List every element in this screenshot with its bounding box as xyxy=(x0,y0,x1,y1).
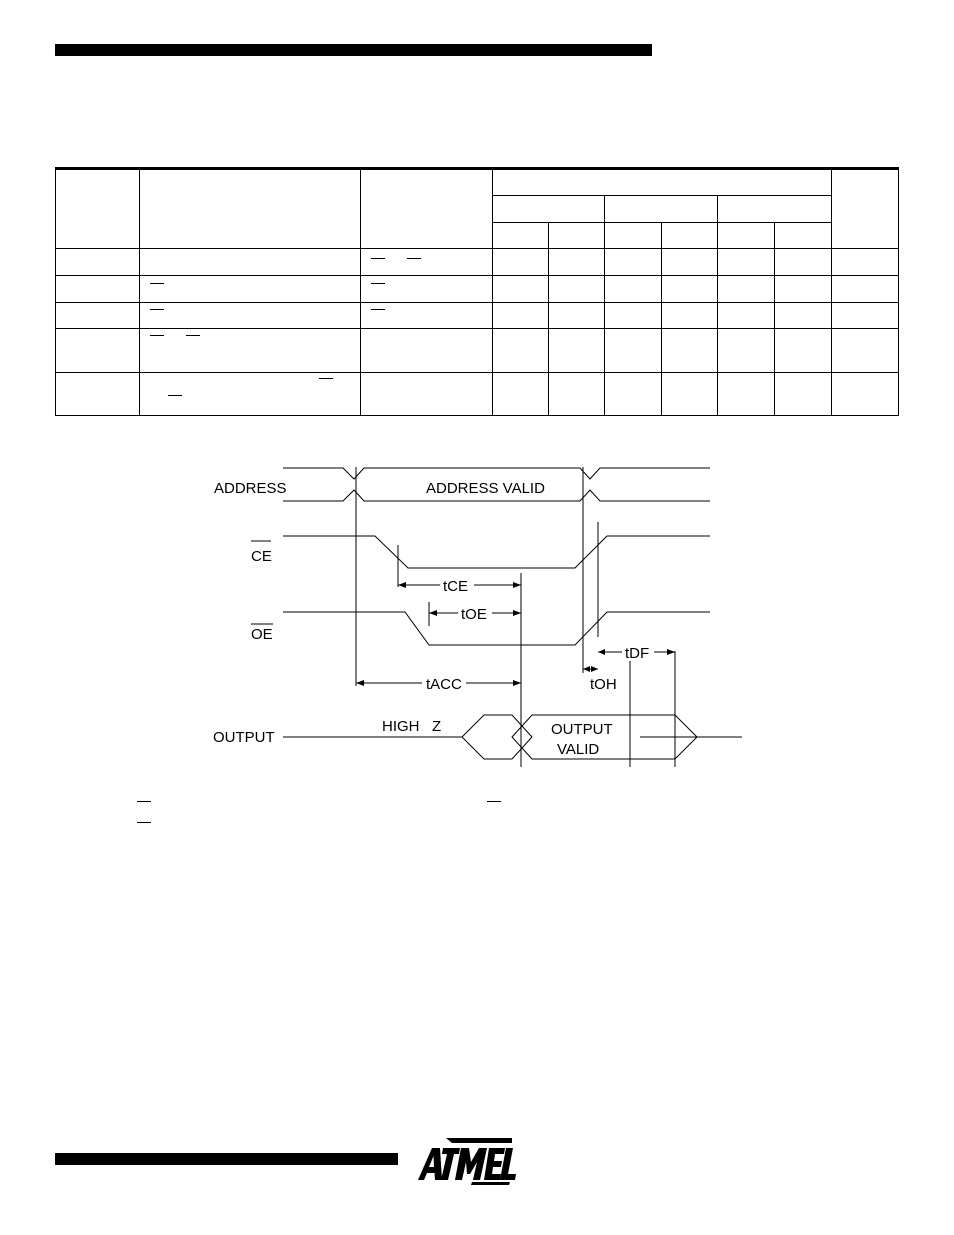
arrowhead xyxy=(398,582,406,588)
table-rule xyxy=(55,372,899,373)
table-col-rule xyxy=(604,195,605,416)
overbar-mark xyxy=(150,283,164,284)
signal-label-address: ADDRESS xyxy=(214,480,287,497)
table-col-rule xyxy=(139,167,140,416)
high-z-label: HIGH Z xyxy=(382,718,442,735)
atmel-logo xyxy=(412,1136,516,1186)
arrowhead xyxy=(513,610,521,616)
oe-waveform xyxy=(283,612,710,645)
overbar-mark xyxy=(319,378,333,379)
table-rule xyxy=(55,302,899,303)
arrowhead xyxy=(429,610,437,616)
overbar-mark xyxy=(407,258,421,259)
note-overbar xyxy=(487,801,501,802)
t-acc-label: tACC xyxy=(426,676,462,693)
table-rule xyxy=(55,328,899,329)
footer-rule xyxy=(55,1153,398,1165)
table-col-rule xyxy=(360,167,361,416)
note-overbar xyxy=(137,801,151,802)
table-rule xyxy=(55,248,899,249)
signal-label-output: OUTPUT xyxy=(213,729,275,746)
t-ce-label: tCE xyxy=(443,578,469,595)
overbar-mark xyxy=(371,309,385,310)
table-rule-bottom xyxy=(55,415,899,416)
table-col-rule xyxy=(831,167,832,416)
table-col-rule xyxy=(492,167,493,416)
overbar-mark xyxy=(150,309,164,310)
note-overbar xyxy=(137,822,151,823)
signal-label-ce: CE xyxy=(251,548,272,565)
table-rule xyxy=(492,195,831,196)
t-oh-label: tOH xyxy=(590,676,617,693)
output-valid-label-line1: OUTPUT xyxy=(551,721,613,738)
signal-label-oe: OE xyxy=(251,626,273,643)
t-df-label: tDF xyxy=(625,645,650,662)
address-waveform-upper xyxy=(283,468,710,479)
ce-waveform xyxy=(283,536,710,568)
overbar-mark xyxy=(371,258,385,259)
table-col-rule xyxy=(661,222,662,416)
t-oe-label: tOE xyxy=(461,606,487,623)
arrowhead xyxy=(513,582,521,588)
table-col-rule xyxy=(898,167,899,416)
table-rule xyxy=(55,275,899,276)
output-valid-label-line2: VALID xyxy=(557,741,600,758)
arrowhead xyxy=(513,680,521,686)
table-col-rule xyxy=(717,195,718,416)
address-valid-label: ADDRESS VALID xyxy=(426,480,545,497)
overbar-mark xyxy=(186,335,200,336)
table-col-rule xyxy=(55,167,56,416)
arrowhead xyxy=(583,666,590,672)
arrowhead xyxy=(591,666,598,672)
read-timing-diagram xyxy=(200,455,760,775)
arrowhead xyxy=(667,649,675,655)
table-col-rule xyxy=(548,222,549,416)
table-rule-top xyxy=(55,167,899,170)
overbar-mark xyxy=(150,335,164,336)
ac-characteristics-table xyxy=(55,167,899,416)
overbar-mark xyxy=(168,395,182,396)
overbar-mark xyxy=(371,283,385,284)
header-rule xyxy=(55,44,652,56)
arrowhead xyxy=(356,680,364,686)
table-col-rule xyxy=(774,222,775,416)
arrowhead xyxy=(598,649,605,655)
